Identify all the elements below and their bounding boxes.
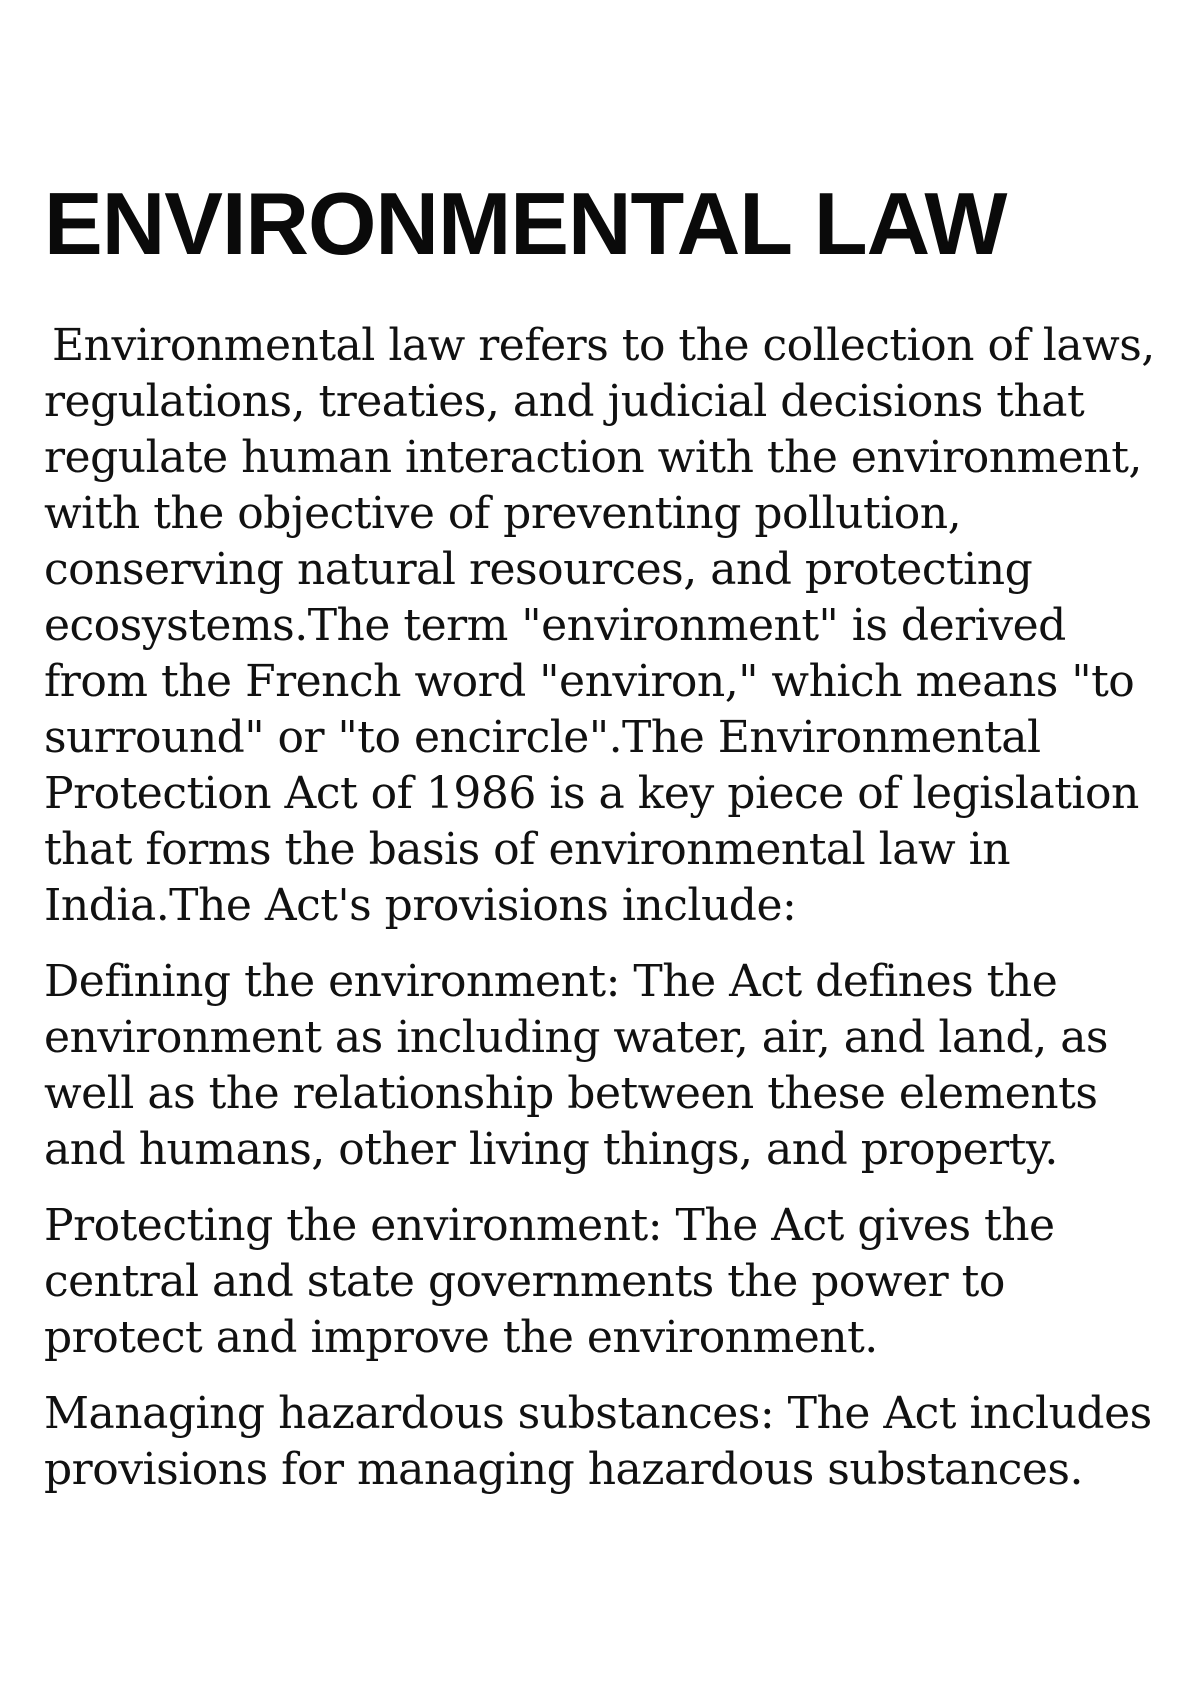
- intro-paragraph: Environmental law refers to the collection of laws, regulations, treaties, and judicial decisions that regulate human interaction with the environment, with the objective of preventing pollution, conserving natural resources, and protecting ecosystems.The term "environment" is derived from the French word "environ," which means "to surround" or "to encircle".The Environmental Protection Act of 1986 is a key piece of legislation that forms the basis of environmental law in India.The Act's provisions include:: [44, 320, 1155, 931]
- provision-hazardous-substances: Managing hazardous substances: The Act includes provisions for managing hazardous substances.: [44, 1388, 1152, 1495]
- provision-defining-environment: Defining the environment: The Act defines the environment as including water, air, and land, as well as the relationship between these elements and humans, other living things, and property.: [44, 956, 1109, 1175]
- document-page: [44, 0, 1164, 1498]
- provision-protecting-environment: Protecting the environment: The Act gives the central and state governments the power to protect and improve the environment.: [44, 1200, 1055, 1363]
- document-title: ENVIRONMENTAL LAW: [44, 174, 1007, 273]
